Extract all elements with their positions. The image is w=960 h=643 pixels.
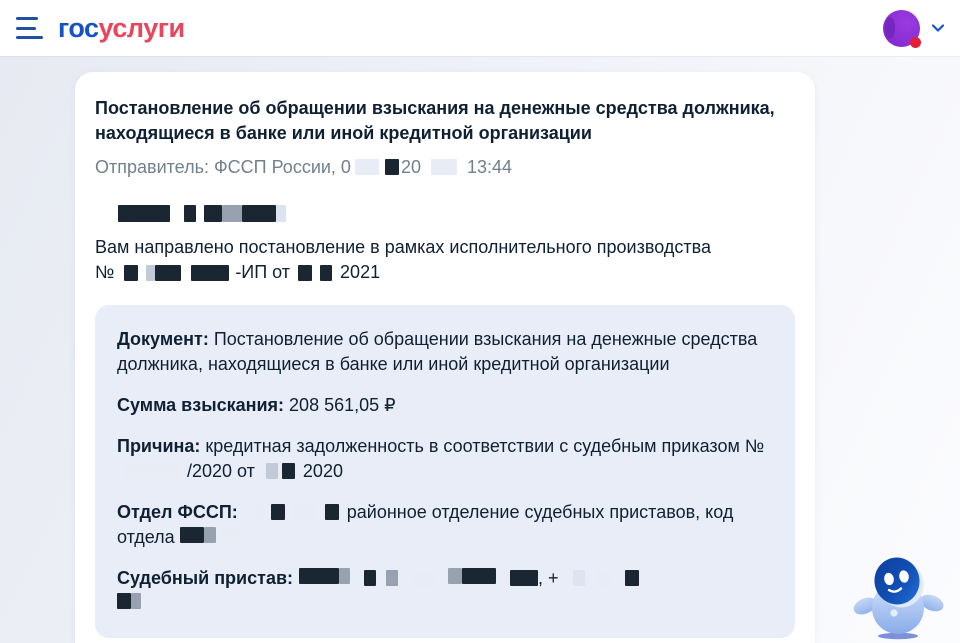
details-box <box>95 305 795 638</box>
notification-badge <box>910 37 921 48</box>
redaction <box>299 568 350 584</box>
department-label: Отдел ФССП: <box>117 502 238 522</box>
redaction <box>191 265 229 281</box>
amount-row <box>117 393 773 418</box>
reason-value: кредитная задолженность в соответствии с судебным приказом № <box>205 436 765 456</box>
redaction <box>249 504 265 520</box>
redaction <box>266 463 278 479</box>
top-header <box>0 0 960 56</box>
document-label: Документ: <box>117 329 209 349</box>
redaction <box>204 205 286 222</box>
redacted-line <box>95 204 795 222</box>
document-row <box>117 327 773 377</box>
reason-year: 2020 <box>302 461 343 481</box>
reason-mid: /2020 от <box>187 461 255 481</box>
bailiff-label: Судебный пристав: <box>117 568 294 588</box>
redaction <box>271 504 285 520</box>
bailiff-separator: , + <box>538 568 559 588</box>
message-title: Постановление об обращении взыскания на денежные средства должника, находящиеся в банке или иной кредитной организации <box>95 98 775 143</box>
redaction <box>625 570 639 586</box>
department-value: районное отделение судебных приставов, <box>346 502 701 522</box>
sender-line <box>95 155 795 179</box>
message-card <box>75 72 815 643</box>
avatar[interactable] <box>883 10 920 47</box>
logo-text-red: услуги <box>98 12 185 43</box>
redaction <box>573 570 585 586</box>
redaction <box>510 570 538 586</box>
logo-text-blue: гос <box>58 12 99 43</box>
document-value: Постановление об обращении взыскания на денежные средства должника, находящиеся в банке или иной кредитной организации <box>117 329 758 374</box>
department-code-label: код отдела <box>117 502 734 547</box>
redaction <box>431 159 457 175</box>
redaction <box>595 570 611 586</box>
reason-row <box>117 434 773 484</box>
redaction <box>364 570 376 586</box>
menu-icon[interactable] <box>16 17 43 39</box>
redaction <box>184 205 196 222</box>
redaction <box>124 265 138 281</box>
header-right <box>883 10 946 47</box>
redaction <box>123 463 181 479</box>
intro-text: Вам направлено постановление в рамках исполнительного производства <box>95 237 711 257</box>
redaction <box>410 570 438 586</box>
redaction <box>118 205 170 222</box>
redaction <box>180 527 240 543</box>
redaction <box>355 159 379 175</box>
main-area <box>0 56 960 643</box>
redaction <box>282 463 295 479</box>
case-prefix: № <box>95 262 115 282</box>
reason-label: Причина: <box>117 436 201 456</box>
case-number-line <box>95 260 795 285</box>
redaction <box>146 265 181 281</box>
amount-label: Сумма взыскания: <box>117 395 285 415</box>
redaction <box>385 159 399 175</box>
redaction <box>448 568 496 584</box>
chevron-down-icon[interactable] <box>930 20 946 36</box>
case-year: 2021 <box>340 262 381 282</box>
bailiff-row <box>117 566 773 616</box>
avatar-shade <box>885 17 895 39</box>
amount-value: 208 561,05 ₽ <box>289 395 396 415</box>
sender-year: 20 <box>400 157 421 177</box>
department-row <box>117 500 773 550</box>
sender-text: Отправитель: ФССП России, 0 <box>95 157 351 177</box>
redaction <box>293 504 317 520</box>
redaction <box>117 593 141 609</box>
redaction <box>325 504 339 520</box>
case-mid: -ИП от <box>235 262 291 282</box>
redaction <box>320 265 332 281</box>
redaction <box>298 265 312 281</box>
assistant-robot-icon[interactable] <box>848 541 952 643</box>
sender-time: 13:44 <box>466 157 513 177</box>
redaction <box>386 570 398 586</box>
gosuslugi-logo[interactable] <box>58 12 185 43</box>
